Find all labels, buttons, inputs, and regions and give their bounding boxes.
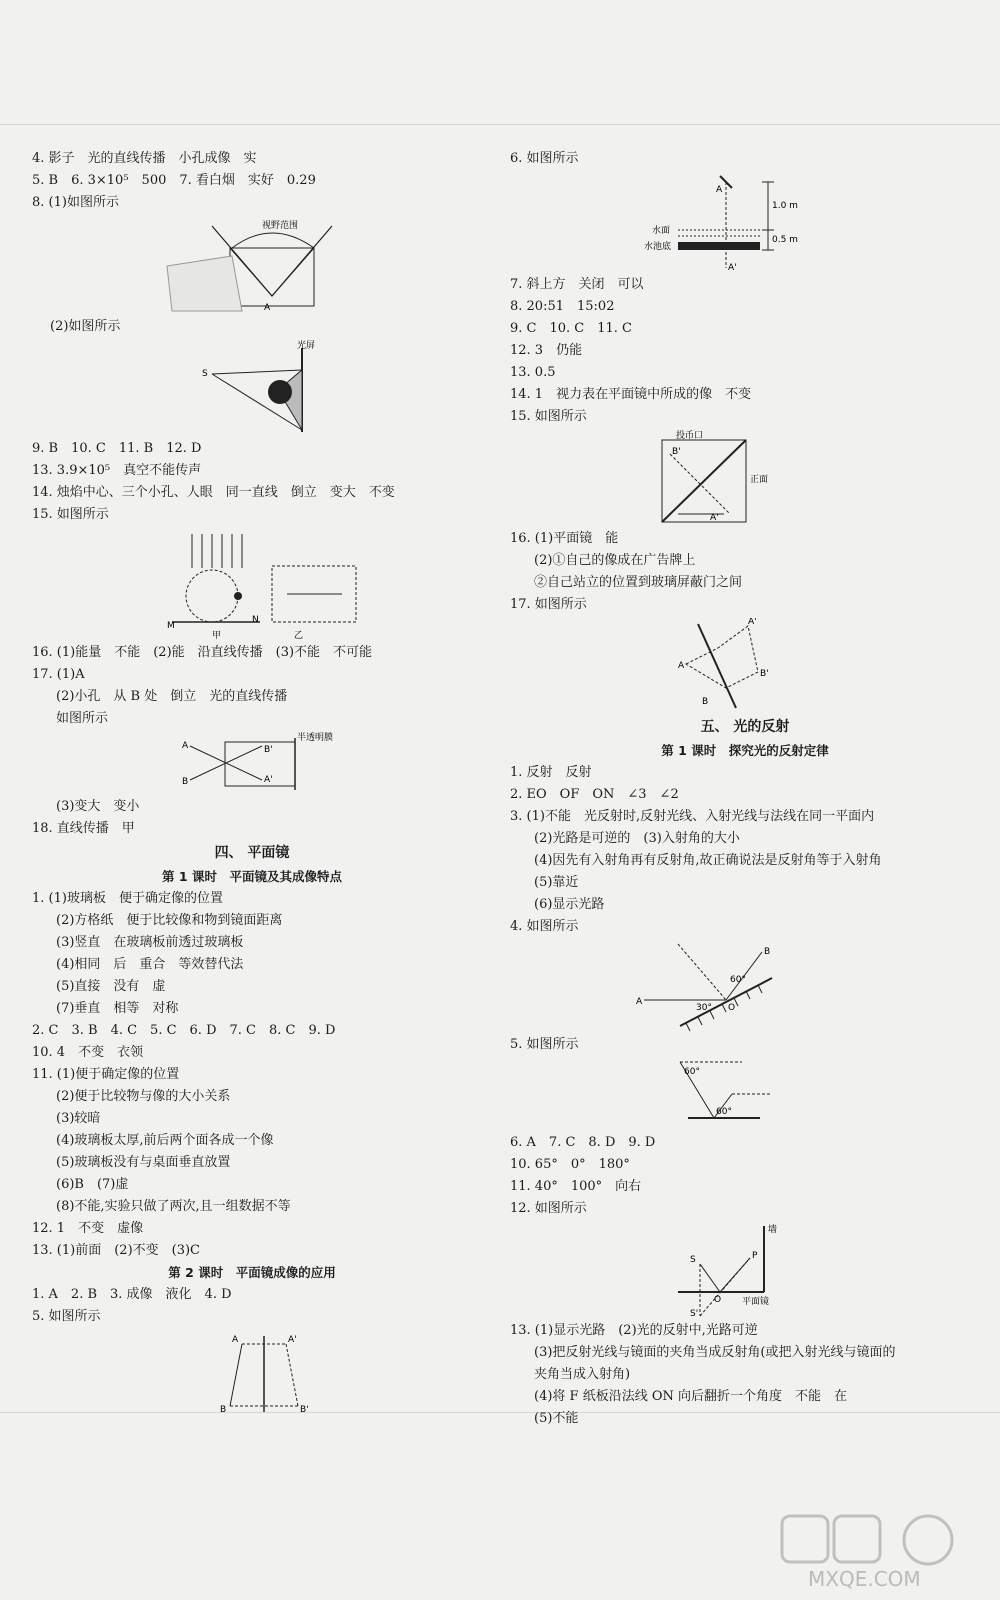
answer-line: 12. 1 不变 虚像 [32, 1221, 144, 1236]
water-pool-diagram [510, 172, 980, 272]
sun-rays-diagram [32, 528, 472, 640]
svg-text:A: A [264, 303, 271, 313]
answer-line: 11. 40° 100° 向右 [510, 1179, 642, 1194]
answer-line: 5. 如图所示 [32, 1309, 101, 1324]
section-heading: 四、 平面镜 [214, 845, 290, 861]
svg-text:A': A' [728, 263, 737, 272]
answer-line: 14. 烛焰中心、三个小孔、人眼 同一直线 倒立 变大 不变 [32, 485, 395, 500]
svg-text:B: B [702, 697, 709, 707]
answer-line: 12. 如图所示 [510, 1201, 587, 1216]
answer-line: 1. 反射 反射 [510, 765, 592, 780]
answer-line: 13. 0.5 [510, 365, 556, 380]
svg-text:60°: 60° [684, 1067, 700, 1077]
answer-line: (2)如图所示 [50, 319, 121, 334]
answer-line: 5. B 6. 3×10⁵ 500 7. 看白烟 实好 0.29 [32, 173, 316, 188]
svg-text:B: B [220, 1405, 227, 1415]
answer-line: (2)光路是可逆的 (3)入射角的大小 [534, 831, 740, 846]
answer-line: (2)便于比较物与像的大小关系 [56, 1089, 231, 1104]
answer-line: 16. (1)能量 不能 (2)能 沿直线传播 (3)不能 不可能 [32, 645, 373, 660]
svg-text:S: S [202, 369, 208, 379]
watermark-logo [778, 1512, 988, 1592]
answer-line: 10. 4 不变 衣领 [32, 1045, 144, 1060]
svg-text:S: S [690, 1255, 696, 1265]
answer-line: 13. 3.9×10⁵ 真空不能传声 [32, 463, 202, 478]
answer-line: ②自己站立的位置到玻璃屏蔽门之间 [534, 575, 743, 590]
answer-line: 2. EO OF ON ∠3 ∠2 [510, 787, 679, 802]
answer-line: 15. 如图所示 [510, 409, 587, 424]
view-range-diagram [32, 216, 472, 314]
figure-r17 [510, 618, 980, 712]
answer-line: (6)显示光路 [534, 897, 605, 912]
svg-text:B': B' [760, 669, 769, 679]
figure-8-2 [32, 340, 472, 436]
svg-text:A: A [716, 185, 723, 195]
answer-line: 11. (1)便于确定像的位置 [32, 1067, 180, 1082]
answer-line: 7. 斜上方 关闭 可以 [510, 277, 644, 292]
svg-text:A': A' [748, 618, 757, 627]
answer-line: 1. A 2. B 3. 成像 液化 4. D [32, 1287, 232, 1302]
svg-text:S': S' [690, 1309, 699, 1318]
fig-label: 正面 [750, 475, 769, 485]
svg-text:B': B' [672, 447, 681, 457]
wall-mirror-diagram [510, 1222, 980, 1318]
answer-line: 4. 如图所示 [510, 919, 579, 934]
answer-line: (5)玻璃板没有与桌面垂直放置 [56, 1155, 231, 1170]
answer-line: 4. 影子 光的直线传播 小孔成像 实 [32, 151, 257, 166]
figure-15 [32, 528, 472, 640]
figure-c4 [510, 940, 980, 1032]
fig-label: 平面镜 [742, 1297, 770, 1307]
fig-label: 视野范围 [262, 221, 299, 231]
answer-line: 13. (1)前面 (2)不变 (3)C [32, 1243, 200, 1258]
left-column [32, 148, 472, 1418]
svg-text:A: A [232, 1335, 239, 1345]
answer-line: 17. 如图所示 [510, 597, 587, 612]
answer-line: (7)垂直 相等 对称 [56, 1001, 179, 1016]
svg-text:N: N [252, 615, 259, 625]
svg-text:B': B' [264, 745, 273, 755]
answer-line: (4)因先有入射角再有反射角,故正确说法是反射角等于入射角 [534, 853, 882, 868]
answer-line: 8. (1)如图所示 [32, 195, 119, 210]
answer-line: (6)B (7)虚 [56, 1177, 129, 1192]
coin-slot-diagram [510, 430, 980, 526]
watermark-text: MXQE.COM [808, 1567, 921, 1591]
answer-line: (3)把反射光线与镜面的夹角当成反射角(或把入射光线与镜面的 [534, 1345, 896, 1360]
answer-line: 10. 65° 0° 180° [510, 1157, 630, 1172]
shadow-diagram [32, 340, 472, 436]
svg-text:M: M [167, 621, 175, 631]
answer-line: (2)①自己的像成在广告牌上 [534, 553, 696, 568]
svg-text:B: B [764, 947, 771, 957]
answer-line: 14. 1 视力表在平面镜中所成的像 不变 [510, 387, 752, 402]
answer-line: (2)小孔 从 B 处 倒立 光的直线传播 [56, 689, 288, 704]
figure-c12 [510, 1222, 980, 1318]
double-mirror-diagram [510, 1058, 980, 1130]
answer-line: (8)不能,实验只做了两次,且一组数据不等 [56, 1199, 291, 1214]
answer-line: (5)不能 [534, 1411, 579, 1426]
answer-line: 3. (1)不能 光反射时,反射光线、入射光线与法线在同一平面内 [510, 809, 875, 824]
answer-line: 8. 20:51 15:02 [510, 299, 615, 314]
answer-line: 6. 如图所示 [510, 151, 579, 166]
answer-line: 5. 如图所示 [510, 1037, 579, 1052]
answer-line: (3)较暗 [56, 1111, 101, 1126]
figure-r15 [510, 430, 980, 526]
answer-line: 1. (1)玻璃板 便于确定像的位置 [32, 891, 223, 906]
mirror-reflection-diagram [510, 618, 980, 712]
answer-line: 17. (1)A [32, 667, 85, 682]
fig-label: 水池底 [644, 242, 672, 252]
fig-label: 半透明膜 [297, 733, 334, 743]
answer-line: 15. 如图所示 [32, 507, 109, 522]
lesson-heading: 第 1 课时 平面镜及其成像特点 [162, 869, 342, 884]
answer-line: (5)靠近 [534, 875, 579, 890]
lesson-heading: 第 1 课时 探究光的反射定律 [661, 743, 829, 758]
svg-text:P: P [752, 1251, 758, 1261]
fig-label: 30° [696, 1003, 712, 1013]
answer-line: (3)变大 变小 [56, 799, 140, 814]
figure-c5 [510, 1058, 980, 1130]
fig-label: 乙 [294, 631, 304, 640]
answer-line: (2)方格纸 便于比较像和物到镜面距离 [56, 913, 283, 928]
svg-text:A': A' [710, 513, 719, 523]
svg-text:A: A [636, 997, 643, 1007]
answer-line: (4)相同 后 重合 等效替代法 [56, 957, 244, 972]
fig-label: 水面 [652, 226, 671, 236]
svg-text:B: B [182, 777, 189, 787]
figure-b5 [32, 1330, 472, 1416]
top-rule [0, 124, 1000, 125]
mirror-image-diagram [32, 1330, 472, 1416]
svg-text:60°: 60° [716, 1107, 732, 1117]
lesson-heading: 第 2 课时 平面镜成像的应用 [168, 1265, 336, 1280]
figure-17 [32, 732, 472, 794]
answer-line: 16. (1)平面镜 能 [510, 531, 619, 546]
answer-line: 夹角当成入射角) [534, 1367, 631, 1382]
fig-label: 1.0 m [772, 201, 798, 211]
svg-text:A: A [182, 741, 189, 751]
fig-label: 0.5 m [772, 235, 798, 245]
answer-line: 12. 3 仍能 [510, 343, 583, 358]
answer-line: 6. A 7. C 8. D 9. D [510, 1135, 656, 1150]
answer-line: 13. (1)显示光路 (2)光的反射中,光路可逆 [510, 1323, 758, 1338]
answer-line: (4)将 F 纸板沿法线 ON 向后翻折一个角度 不能 在 [534, 1389, 847, 1404]
svg-text:A': A' [264, 775, 273, 785]
section-heading: 五、 光的反射 [700, 719, 790, 735]
svg-text:A: A [678, 661, 685, 671]
answer-line: 2. C 3. B 4. C 5. C 6. D 7. C 8. C 9. D [32, 1023, 336, 1038]
reflection-angle-diagram [510, 940, 980, 1032]
figure-r6 [510, 172, 980, 272]
answer-line: (5)直接 没有 虚 [56, 979, 166, 994]
fig-label: 甲 [212, 631, 222, 640]
fig-label: 墙 [768, 1225, 778, 1235]
answer-line: 18. 直线传播 甲 [32, 821, 135, 836]
svg-text:O: O [714, 1295, 722, 1305]
answer-line: (3)竖直 在玻璃板前透过玻璃板 [56, 935, 244, 950]
svg-text:O: O [728, 1003, 736, 1013]
fig-label: 光屏 [297, 341, 316, 351]
pinhole-diagram [32, 732, 472, 794]
svg-text:B': B' [300, 1405, 309, 1415]
figure-8-1 [32, 216, 472, 314]
right-column [510, 148, 980, 1430]
answer-line: (4)玻璃板太厚,前后两个面各成一个像 [56, 1133, 274, 1148]
answer-line: 9. C 10. C 11. C [510, 321, 632, 336]
svg-text:A': A' [288, 1335, 297, 1345]
answer-line: 如图所示 [56, 711, 109, 726]
fig-label: 投币口 [676, 431, 704, 441]
answer-line: 9. B 10. C 11. B 12. D [32, 441, 202, 456]
fig-label: 60° [730, 975, 746, 985]
